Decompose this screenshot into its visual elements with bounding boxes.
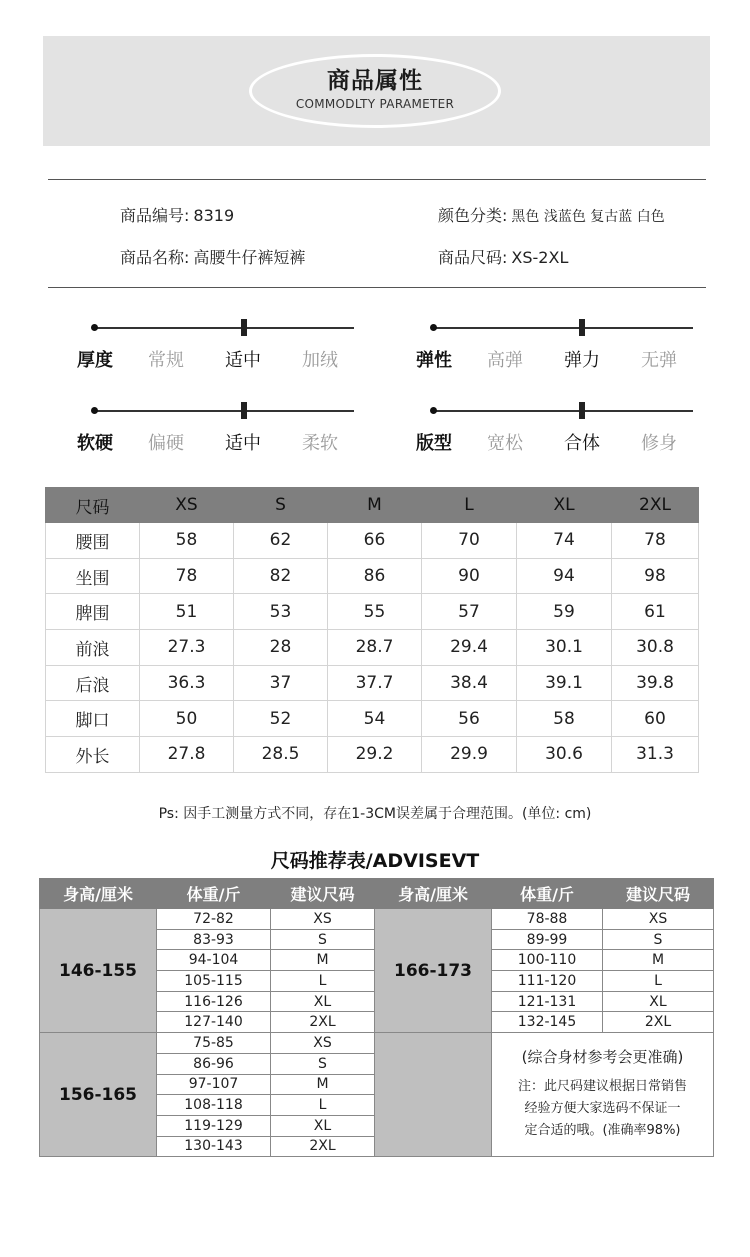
product-size-label: 商品尺码: xyxy=(438,248,508,267)
table-cell: 57 xyxy=(422,594,517,630)
product-size-range xyxy=(438,245,568,268)
header-cell: 体重/斤 xyxy=(157,879,271,909)
weight-cell: 116-126 xyxy=(157,991,271,1012)
weight-cell: 121-131 xyxy=(492,991,603,1012)
header-cell: 身高/厘米 xyxy=(375,879,492,909)
size-cell: XL xyxy=(271,991,375,1012)
table-cell: 37 xyxy=(234,665,328,701)
weight-cell: 108-118 xyxy=(157,1095,271,1116)
recommend-title: 尺码推荐表/ADVISEVT xyxy=(270,850,480,872)
table-cell: 28.5 xyxy=(234,737,328,773)
scale-option-2: 适中 xyxy=(225,433,261,454)
table-cell: 56 xyxy=(422,701,517,737)
product-colors-label: 颜色分类: xyxy=(438,206,508,225)
weight-cell: 75-85 xyxy=(157,1033,271,1054)
table-cell: 29.2 xyxy=(328,737,422,773)
scale-marker xyxy=(241,402,247,419)
product-code-value: 8319 xyxy=(193,206,235,225)
header-cell: XL xyxy=(517,488,612,523)
scale-option-2: 合体 xyxy=(564,433,600,454)
scale-option-3: 无弹 xyxy=(641,350,677,371)
table-cell: 29.4 xyxy=(422,630,517,666)
weight-cell: 111-120 xyxy=(492,971,603,992)
header-cell: 2XL xyxy=(612,488,699,523)
size-cell: 2XL xyxy=(271,1012,375,1033)
header-cell: M xyxy=(328,488,422,523)
scale-option-1: 常规 xyxy=(148,350,184,371)
size-cell: M xyxy=(271,950,375,971)
scale-option-3: 加绒 xyxy=(302,350,338,371)
size-cell: XL xyxy=(603,991,714,1012)
table-cell: 74 xyxy=(517,523,612,559)
scale-name: 版型 xyxy=(416,433,452,454)
weight-cell: 119-129 xyxy=(157,1115,271,1136)
table-cell: 53 xyxy=(234,594,328,630)
scale-option-2: 弹力 xyxy=(564,350,600,371)
size-recommend-table xyxy=(39,878,714,1157)
weight-cell: 89-99 xyxy=(492,929,603,950)
table-cell: 86 xyxy=(328,558,422,594)
scale-marker xyxy=(241,319,247,336)
table-cell: 54 xyxy=(328,701,422,737)
scale-line xyxy=(94,410,354,412)
table-cell: 39.8 xyxy=(612,665,699,701)
page-subtitle: COMMODLTY PARAMETER xyxy=(295,97,455,111)
divider-top xyxy=(48,179,706,180)
table-row xyxy=(40,1033,714,1054)
recommend-tip xyxy=(492,1033,714,1157)
blank-cell xyxy=(375,1033,492,1157)
header-cell: 建议尺码 xyxy=(603,879,714,909)
size-cell: L xyxy=(271,971,375,992)
table-cell: 66 xyxy=(328,523,422,559)
table-cell: 39.1 xyxy=(517,665,612,701)
table-cell: 78 xyxy=(612,523,699,559)
table-cell: 脾围 xyxy=(46,594,140,630)
table-cell: 37.7 xyxy=(328,665,422,701)
table-row xyxy=(46,630,699,666)
table-cell: 94 xyxy=(517,558,612,594)
scale-line xyxy=(94,327,354,329)
table-cell: 27.3 xyxy=(140,630,234,666)
scale-line xyxy=(433,410,693,412)
table-row xyxy=(46,737,699,773)
table-cell: 31.3 xyxy=(612,737,699,773)
weight-cell: 132-145 xyxy=(492,1012,603,1033)
scale-line xyxy=(433,327,693,329)
table-row xyxy=(46,594,699,630)
table-cell: 38.4 xyxy=(422,665,517,701)
header-cell: 身高/厘米 xyxy=(40,879,157,909)
table-cell: 36.3 xyxy=(140,665,234,701)
table-cell: 前浪 xyxy=(46,630,140,666)
weight-cell: 97-107 xyxy=(157,1074,271,1095)
table-cell: 60 xyxy=(612,701,699,737)
weight-cell: 100-110 xyxy=(492,950,603,971)
header-cell: XS xyxy=(140,488,234,523)
tip-line-3: 定合适的哦。(准确率98%) xyxy=(524,1122,681,1138)
size-cell: XL xyxy=(271,1115,375,1136)
size-cell: S xyxy=(271,1053,375,1074)
scale-option-1: 宽松 xyxy=(487,433,523,454)
scale-option-1: 高弹 xyxy=(487,350,523,371)
weight-cell: 127-140 xyxy=(157,1012,271,1033)
product-colors-value: 黑色 浅蓝色 复古蓝 白色 xyxy=(511,209,665,225)
table-row xyxy=(46,665,699,701)
tip-line-2: 经验方便大家选码不保证一 xyxy=(524,1100,681,1116)
table-cell: 30.1 xyxy=(517,630,612,666)
size-cell: S xyxy=(271,929,375,950)
measurement-note: Ps: 因手工测量方式不同，存在1-3CM误差属于合理范围。(单位: cm) xyxy=(158,806,592,822)
scale-dot xyxy=(430,324,437,331)
table-cell: 29.9 xyxy=(422,737,517,773)
product-name-value: 高腰牛仔裤短裤 xyxy=(193,248,306,267)
header-cell: 体重/斤 xyxy=(492,879,603,909)
table-cell: 28 xyxy=(234,630,328,666)
height-group: 166-173 xyxy=(375,909,492,1033)
height-group: 156-165 xyxy=(40,1033,157,1157)
size-cell: L xyxy=(603,971,714,992)
table-cell: 脚口 xyxy=(46,701,140,737)
header-cell: S xyxy=(234,488,328,523)
table-cell: 82 xyxy=(234,558,328,594)
recommend-header xyxy=(40,879,714,909)
weight-cell: 94-104 xyxy=(157,950,271,971)
size-cell: 2XL xyxy=(603,1012,714,1033)
scale-elasticity xyxy=(416,310,713,371)
scale-option-1: 偏硬 xyxy=(148,433,184,454)
table-cell: 55 xyxy=(328,594,422,630)
header-cell: L xyxy=(422,488,517,523)
size-cell: XS xyxy=(271,1033,375,1054)
scale-marker xyxy=(579,402,585,419)
product-code-label: 商品编号: xyxy=(120,206,190,225)
table-cell: 61 xyxy=(612,594,699,630)
table-cell: 58 xyxy=(517,701,612,737)
scale-dot xyxy=(430,407,437,414)
size-cell: S xyxy=(603,929,714,950)
scale-thickness xyxy=(77,310,374,371)
table-cell: 90 xyxy=(422,558,517,594)
table-cell: 30.6 xyxy=(517,737,612,773)
table-cell: 50 xyxy=(140,701,234,737)
size-chart-table xyxy=(45,487,699,773)
height-group: 146-155 xyxy=(40,909,157,1033)
scale-option-3: 柔软 xyxy=(302,433,338,454)
table-cell: 30.8 xyxy=(612,630,699,666)
table-cell: 后浪 xyxy=(46,665,140,701)
product-colors xyxy=(438,203,665,226)
table-row xyxy=(46,558,699,594)
product-code xyxy=(120,203,234,226)
table-cell: 59 xyxy=(517,594,612,630)
weight-cell: 72-82 xyxy=(157,909,271,930)
weight-cell: 105-115 xyxy=(157,971,271,992)
table-cell: 外长 xyxy=(46,737,140,773)
tip-line-1: 注：此尺码建议根据日常销售 xyxy=(517,1078,687,1094)
size-cell: 2XL xyxy=(271,1136,375,1157)
product-name-label: 商品名称: xyxy=(120,248,190,267)
product-size-value: XS-2XL xyxy=(511,248,569,267)
page-title: 商品属性 xyxy=(327,68,423,94)
header-cell: 建议尺码 xyxy=(271,879,375,909)
size-cell: XS xyxy=(603,909,714,930)
table-cell: 51 xyxy=(140,594,234,630)
size-cell: M xyxy=(603,950,714,971)
scale-name: 厚度 xyxy=(77,350,113,371)
scale-option-2: 适中 xyxy=(225,350,261,371)
scale-softness xyxy=(77,393,374,454)
table-cell: 58 xyxy=(140,523,234,559)
size-cell: L xyxy=(271,1095,375,1116)
scale-name: 软硬 xyxy=(77,433,113,454)
table-cell: 28.7 xyxy=(328,630,422,666)
size-cell: M xyxy=(271,1074,375,1095)
table-row xyxy=(40,909,714,930)
weight-cell: 130-143 xyxy=(157,1136,271,1157)
tip-title: (综合身材参考会更准确) xyxy=(521,1047,684,1066)
table-cell: 坐围 xyxy=(46,558,140,594)
product-name xyxy=(120,245,305,268)
table-cell: 62 xyxy=(234,523,328,559)
table-row xyxy=(46,523,699,559)
scale-dot xyxy=(91,407,98,414)
table-row xyxy=(46,701,699,737)
scale-marker xyxy=(579,319,585,336)
table-cell: 78 xyxy=(140,558,234,594)
table-cell: 98 xyxy=(612,558,699,594)
scale-dot xyxy=(91,324,98,331)
header-cell: 尺码 xyxy=(46,488,140,523)
scale-name: 弹性 xyxy=(416,350,452,371)
divider-bottom xyxy=(48,287,706,288)
table-cell: 52 xyxy=(234,701,328,737)
size-chart-header xyxy=(46,488,699,523)
weight-cell: 83-93 xyxy=(157,929,271,950)
table-cell: 70 xyxy=(422,523,517,559)
size-cell: XS xyxy=(271,909,375,930)
scale-option-3: 修身 xyxy=(641,433,677,454)
table-cell: 腰围 xyxy=(46,523,140,559)
scale-fit xyxy=(416,393,713,454)
weight-cell: 78-88 xyxy=(492,909,603,930)
table-cell: 27.8 xyxy=(140,737,234,773)
weight-cell: 86-96 xyxy=(157,1053,271,1074)
